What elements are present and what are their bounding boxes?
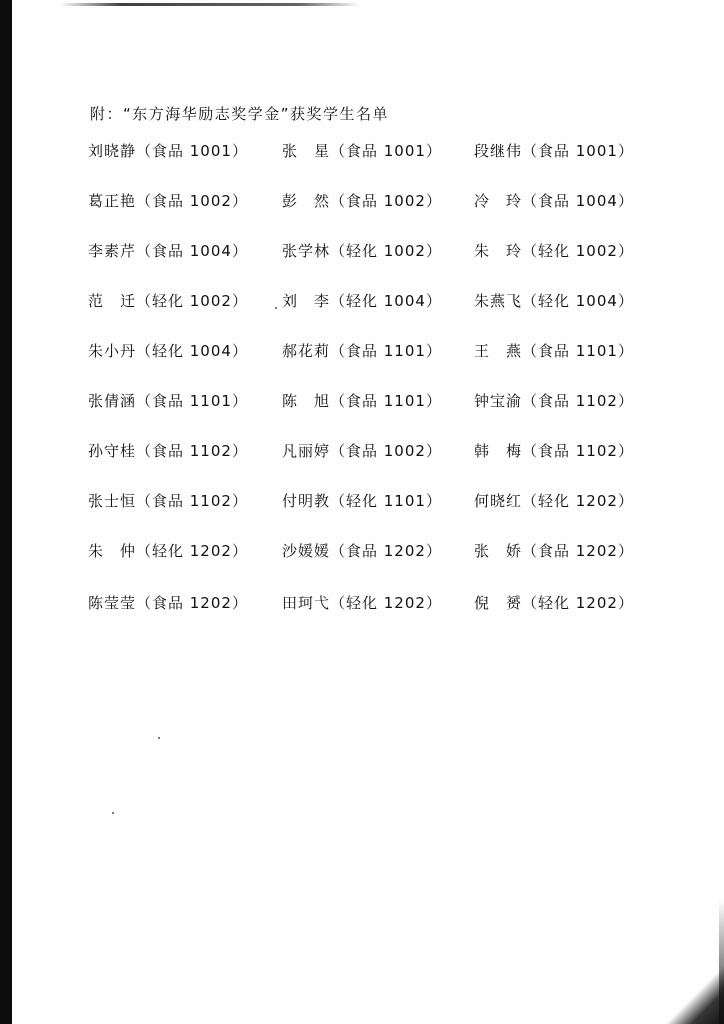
recipient-entry: 王 燕（食品 1101） — [474, 342, 634, 360]
recipient-entry: 郝花莉（食品 1101） — [282, 342, 442, 360]
recipient-entry: 田珂弋（轻化 1202） — [282, 594, 442, 612]
recipient-row — [88, 290, 648, 320]
recipient-row — [88, 140, 648, 170]
recipient-entry: 彭 然（食品 1002） — [282, 192, 442, 210]
recipient-row — [88, 340, 648, 370]
recipient-entry: 孙守桂（食品 1102） — [88, 442, 248, 460]
recipient-entry: 朱小丹（轻化 1004） — [88, 342, 248, 360]
scan-speck — [112, 812, 114, 814]
recipient-entry: 张士恒（食品 1102） — [88, 492, 248, 510]
recipient-entry: 付明教（轻化 1101） — [282, 492, 442, 510]
recipient-entry: 陈 旭（食品 1101） — [282, 392, 442, 410]
recipient-entry: 倪 赟（轻化 1202） — [474, 594, 634, 612]
recipient-row — [88, 540, 648, 570]
recipient-entry: 张 星（食品 1001） — [282, 142, 442, 160]
scan-mark-top — [60, 3, 360, 6]
recipient-row — [88, 490, 648, 520]
recipient-entry: 张学林（轻化 1002） — [282, 242, 442, 260]
recipient-row — [88, 440, 648, 470]
scan-speck — [158, 737, 160, 739]
recipient-entry: 钟宝渝（食品 1102） — [474, 392, 634, 410]
recipient-row — [88, 390, 648, 420]
recipient-entry: 沙媛媛（食品 1202） — [282, 542, 442, 560]
recipient-entry: 何晓红（轻化 1202） — [474, 492, 634, 510]
list-heading: 附：“东方海华励志奖学金”获奖学生名单 — [90, 105, 390, 123]
recipient-entry: 刘晓静（食品 1001） — [88, 142, 248, 160]
recipient-entry: 韩 梅（食品 1102） — [474, 442, 634, 460]
recipient-entry: 朱 仲（轻化 1202） — [88, 542, 248, 560]
recipient-entry: 李素芹（食品 1004） — [88, 242, 248, 260]
recipient-row — [88, 592, 648, 622]
recipient-entry: 凡丽婷（食品 1002） — [282, 442, 442, 460]
recipient-entry: 段继伟（食品 1001） — [474, 142, 634, 160]
recipient-entry: 葛正艳（食品 1002） — [88, 192, 248, 210]
recipient-row — [88, 240, 648, 270]
recipient-entry: 冷 玲（食品 1004） — [474, 192, 634, 210]
recipient-row — [88, 190, 648, 220]
recipient-entry: 张倩涵（食品 1101） — [88, 392, 248, 410]
recipient-entry: 朱燕飞（轻化 1004） — [474, 292, 634, 310]
recipient-entry: 陈莹莹（食品 1202） — [88, 594, 248, 612]
recipient-entry: 范 迁（轻化 1002） — [88, 292, 248, 310]
recipient-entry: 刘 李（轻化 1004） — [282, 292, 442, 310]
recipient-entry: 朱 玲（轻化 1002） — [474, 242, 634, 260]
scan-edge-left — [0, 0, 12, 1024]
recipient-entry: 张 娇（食品 1202） — [474, 542, 634, 560]
scan-corner — [664, 954, 724, 1024]
